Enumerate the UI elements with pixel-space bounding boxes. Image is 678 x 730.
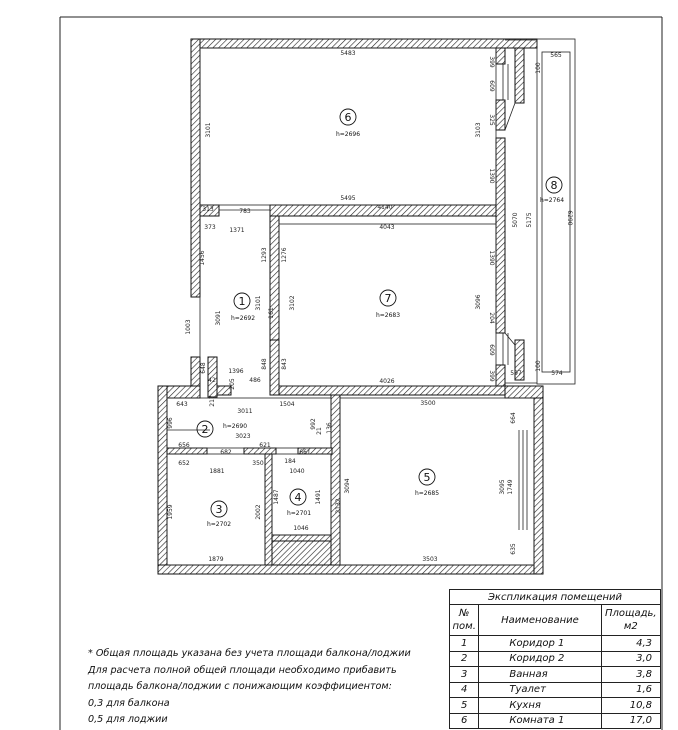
dim-label: 5495 — [340, 195, 356, 202]
area-note — [88, 646, 448, 729]
dimension-labels — [167, 50, 573, 563]
dim-label: 574 — [551, 370, 563, 377]
dim-label: 3101 — [255, 295, 262, 311]
dim-label: 3503 — [422, 556, 438, 563]
header-area: Площадь, м2 — [601, 605, 660, 636]
dim-label: 3091 — [215, 310, 222, 326]
dim-label: 399 — [488, 56, 495, 68]
dim-label: 3102 — [289, 295, 296, 311]
dim-label: 1491 — [315, 489, 322, 505]
row-area: 10,8 — [601, 698, 660, 714]
row-num: 2 — [450, 651, 479, 667]
dim-label: 1046 — [293, 525, 309, 532]
explication-table — [449, 589, 661, 729]
room-number: 3 — [215, 503, 223, 516]
dim-label: 609 — [488, 344, 495, 356]
dim-label: 399 — [488, 370, 495, 382]
row-name: Кухня — [479, 698, 601, 714]
dim-label: 486 — [249, 377, 261, 384]
dim-label: 1003 — [185, 319, 192, 335]
dim-label: 609 — [488, 80, 495, 92]
dim-label: 100 — [535, 360, 542, 372]
dim-label: 1881 — [209, 468, 225, 475]
room-height: h=2685 — [414, 490, 440, 497]
room-number: 2 — [201, 423, 209, 436]
row-name: Коридор 1 — [479, 636, 601, 652]
dim-label: 664 — [510, 412, 517, 424]
note-line: * Общая площадь указана без учета площади балкона/лоджии — [88, 648, 411, 659]
dim-label: 643 — [176, 401, 188, 408]
room-number: 6 — [344, 111, 352, 124]
row-name: Комната 1 — [479, 713, 601, 729]
dim-label: 661 — [299, 449, 311, 456]
note-line: площадь балкона/лоджии с понижающим коэффициентом: — [88, 681, 392, 693]
row-name: Коридор 2 — [479, 651, 601, 667]
row-area: 3,0 — [601, 651, 660, 667]
dim-label: 1487 — [273, 489, 280, 505]
room-number: 1 — [238, 295, 246, 308]
row-area: 3,8 — [601, 667, 660, 683]
dim-label: 3094 — [344, 478, 351, 494]
row-area: 4,3 — [601, 636, 660, 652]
dim-label: 4140 — [377, 204, 393, 211]
dim-label: 5175 — [526, 212, 533, 228]
dim-label: 1040 — [289, 468, 305, 475]
dim-label: 217 — [209, 395, 216, 407]
dim-label: 565 — [550, 52, 562, 59]
dim-label: 1749 — [507, 479, 514, 495]
room-height: h=2692 — [230, 315, 256, 322]
dim-label: 205 — [229, 378, 236, 390]
room-height: h=2702 — [206, 521, 232, 528]
dim-label: 1293 — [261, 247, 268, 263]
row-name: Ванная — [479, 667, 601, 683]
dim-label: 4026 — [379, 378, 395, 385]
dim-label: 3095 — [499, 479, 506, 495]
room-height: h=2701 — [286, 510, 312, 517]
dim-label: 635 — [510, 543, 517, 555]
row-num: 5 — [450, 698, 479, 714]
dim-label: 350 — [252, 460, 264, 467]
room-height: h=2764 — [539, 197, 565, 204]
dim-label: 2002 — [255, 504, 262, 520]
row-num: 4 — [450, 682, 479, 698]
dim-label: 996 — [167, 417, 174, 429]
table-header — [450, 605, 661, 636]
dim-label: 1390 — [488, 250, 495, 266]
room-number: 8 — [550, 179, 558, 192]
dim-label: 6290 — [566, 210, 573, 226]
dim-label: 3103 — [475, 122, 482, 138]
room-number: 4 — [294, 491, 302, 504]
dim-label: 161 — [268, 307, 275, 319]
dim-label: 1456 — [199, 250, 206, 266]
dim-label: 100 — [535, 62, 542, 74]
dim-label: 136 — [326, 422, 333, 434]
dim-label: 5070 — [512, 212, 519, 228]
dim-label: 656 — [178, 442, 190, 449]
row-area: 1,6 — [601, 682, 660, 698]
row-area: 17,0 — [601, 713, 660, 729]
dim-label: 42 — [208, 377, 216, 384]
dim-label: 1959 — [167, 504, 174, 520]
dim-label: 3011 — [237, 408, 253, 415]
dim-label: 648 — [200, 362, 207, 374]
table-row — [450, 713, 661, 729]
room-height: h=2683 — [375, 312, 401, 319]
dim-label: 3096 — [475, 294, 482, 310]
table-row — [450, 667, 661, 683]
dim-label: 313 — [202, 206, 214, 213]
dim-label: 783 — [239, 208, 251, 215]
room-height: h=2696 — [335, 131, 361, 138]
dim-label: 325 — [488, 114, 495, 126]
note-line: 0,3 для балкона — [88, 697, 170, 709]
dim-label: 682 — [220, 449, 232, 456]
dim-label: 1276 — [281, 247, 288, 263]
room-number: 5 — [423, 471, 431, 484]
dim-label: 848 — [261, 358, 268, 370]
dim-label: 621 — [259, 442, 271, 449]
room-number: 7 — [384, 292, 392, 305]
note-line: 0,5 для лоджии — [88, 714, 168, 726]
dim-label: 1879 — [208, 556, 224, 563]
note-line: Для расчета полной общей площади необходимо прибавить — [88, 664, 397, 676]
table-row — [450, 636, 661, 652]
row-num: 1 — [450, 636, 479, 652]
dim-label: 3023 — [235, 433, 251, 440]
table-row — [450, 682, 661, 698]
row-name: Туалет — [479, 682, 601, 698]
dim-label: 1504 — [279, 401, 295, 408]
dim-label: 2132 — [335, 498, 342, 514]
dim-label: 184 — [284, 458, 296, 465]
row-num: 6 — [450, 713, 479, 729]
dim-label: 992 — [310, 418, 317, 430]
table-row — [450, 651, 661, 667]
dim-label: 3101 — [205, 122, 212, 138]
header-num: № пом. — [450, 605, 479, 636]
dim-label: 5483 — [340, 50, 356, 57]
dim-label: 4043 — [379, 224, 395, 231]
dim-label: 597 — [510, 370, 522, 377]
dim-label: 204 — [488, 312, 495, 324]
dim-label: 373 — [204, 224, 216, 231]
dim-label: 843 — [281, 358, 288, 370]
table-row — [450, 698, 661, 714]
row-num: 3 — [450, 667, 479, 683]
dim-label: 1390 — [488, 168, 495, 184]
dim-label: 1396 — [228, 368, 244, 375]
dim-label: 1371 — [229, 227, 245, 234]
header-name: Наименование — [479, 605, 601, 636]
dim-label: 3500 — [420, 400, 436, 407]
dim-label: 652 — [178, 460, 190, 467]
table-caption: Экспликация помещений — [450, 590, 661, 605]
dim-label: 21 — [316, 427, 323, 435]
room-height: h=2690 — [222, 423, 248, 430]
